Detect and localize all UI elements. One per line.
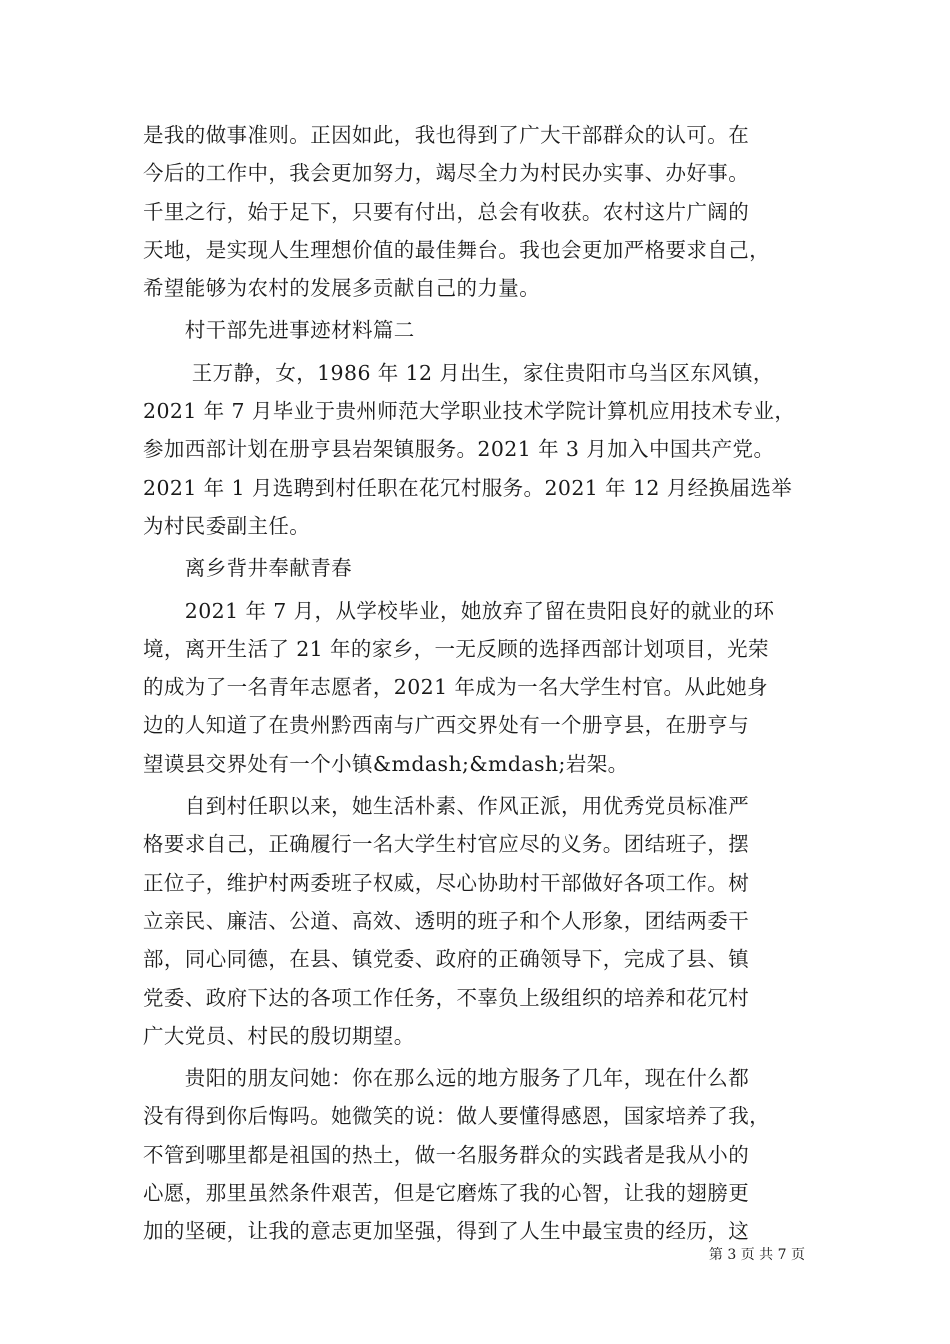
text-line: 希望能够为农村的发展多贡献自己的力量。 — [143, 276, 541, 301]
text-line: 贵阳的朋友问她：你在那么远的地方服务了几年，现在什么都 — [143, 1066, 750, 1091]
section-heading — [143, 549, 813, 587]
text-line: 参加西部计划在册亨县岩架镇服务。2021 年 3 月加入中国共产党。 — [143, 437, 775, 462]
text-line: 村干部先进事迹材料篇二 — [143, 318, 415, 343]
paragraph — [143, 1059, 813, 1250]
paragraph — [143, 592, 813, 783]
text-line: 2021 年 7 月，从学校毕业，她放弃了留在贵阳良好的就业的环 — [143, 598, 775, 623]
text-line: 的成为了一名青年志愿者，2021 年成为一名大学生村官。从此她身 — [143, 675, 768, 700]
text-line: 立亲民、廉洁、公道、高效、透明的班子和个人形象，团结两委干 — [143, 908, 750, 933]
text-line: 为村民委副主任。 — [143, 513, 311, 538]
text-line: 广大党员、村民的殷切期望。 — [143, 1023, 415, 1048]
text-line: 自到村任职以来，她生活朴素、作风正派，用优秀党员标准严 — [143, 794, 750, 819]
text-line: 2021 年 1 月选聘到村任职在花冗村服务。2021 年 12 月经换届选举 — [143, 475, 793, 500]
text-line: 王万静，女，1986 年 12 月出生，家住贵阳市乌当区东风镇， — [143, 360, 774, 385]
text-line: 边的人知道了在贵州黔西南与广西交界处有一个册亨县，在册亨与 — [143, 713, 750, 738]
page-number: 第 3 页 共 7 页 — [708, 1247, 805, 1263]
section-heading — [143, 311, 813, 349]
text-line: 正位子，维护村两委班子权威，尽心协助村干部做好各项工作。树 — [143, 870, 750, 895]
paragraph — [143, 354, 813, 545]
paragraph — [143, 116, 813, 307]
text-line: 不管到哪里都是祖国的热土，做一名服务群众的实践者是我从小的 — [143, 1142, 750, 1167]
text-line: 千里之行，始于足下，只要有付出，总会有收获。农村这片广阔的 — [143, 199, 750, 224]
paragraph — [143, 787, 813, 1055]
text-line: 境，离开生活了 21 年的家乡，一无反顾的选择西部计划项目，光荣 — [143, 636, 769, 661]
text-line: 望谟县交界处有一个小镇&mdash;&mdash;岩架。 — [143, 751, 629, 776]
text-line: 离乡背井奉献青春 — [143, 556, 352, 581]
text-line: 今后的工作中，我会更加努力，竭尽全力为村民办实事、办好事。 — [143, 161, 750, 186]
text-line: 加的坚硬，让我的意志更加坚强，得到了人生中最宝贵的经历，这 — [143, 1219, 750, 1244]
text-line: 部，同心同德，在县、镇党委、政府的正确领导下，完成了县、镇 — [143, 947, 750, 972]
text-line: 是我的做事准则。正因如此，我也得到了广大干部群众的认可。在 — [143, 123, 750, 147]
text-line: 天地，是实现人生理想价值的最佳舞台。我也会更加严格要求自己， — [143, 237, 770, 262]
text-line: 没有得到你后悔吗。她微笑的说：做人要懂得感恩，国家培养了我， — [143, 1104, 770, 1129]
text-line: 党委、政府下达的各项工作任务，不辜负上级组织的培养和花冗村 — [143, 985, 750, 1010]
text-line: 格要求自己，正确履行一名大学生村官应尽的义务。团结班子，摆 — [143, 832, 750, 857]
text-line: 2021 年 7 月毕业于贵州师范大学职业技术学院计算机应用技术专业， — [143, 399, 796, 424]
document-body — [143, 116, 813, 1251]
text-line: 心愿，那里虽然条件艰苦，但是它磨炼了我的心智，让我的翅膀更 — [143, 1181, 750, 1206]
